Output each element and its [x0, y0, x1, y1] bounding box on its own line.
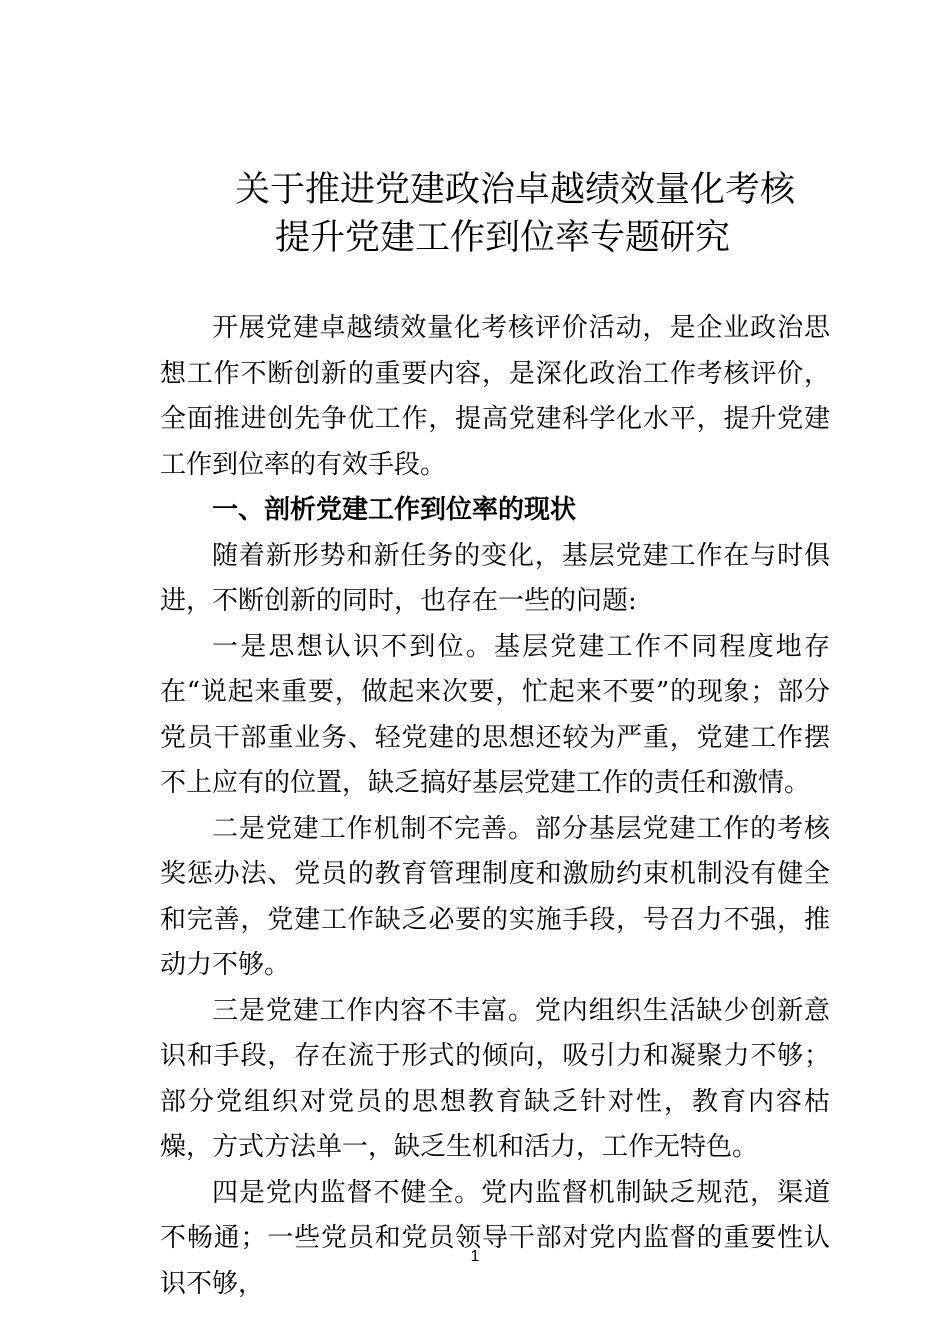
- document-title-line-2: 提升党建工作到位率专题研究: [274, 218, 730, 258]
- paragraph-issue-2: 二是党建工作机制不完善。部分基层党建工作的考核奖惩办法、党员的教育管理制度和激励约束机制没有健全和完善，党建工作缺乏必要的实施手段，号召力不强，推动力不够。: [160, 813, 830, 980]
- page-number: 1: [470, 1248, 480, 1265]
- paragraph-intro: 开展党建卓越绩效量化考核评价活动，是企业政治思想工作不断创新的重要内容，是深化政治工作考核评价，全面推进创先争优工作，提高党建科学化水平，提升党建工作到位率的有效手段。: [160, 313, 830, 480]
- document-body: [160, 306, 830, 1307]
- section-heading: 一、剖析党建工作到位率的现状: [212, 495, 577, 525]
- paragraph-issue-4: 四是党内监督不健全。党内监督机制缺乏规范，渠道不畅通；一些党员和党员领导干部对党内监督的重要性认识不够，: [160, 1177, 830, 1299]
- paragraph-issue-1: 一是思想认识不到位。基层党建工作不同程度地存在“说起来重要，做起来次要，忙起来不要”的现象；部分党员干部重业务、轻党建的思想还较为严重，党建工作摆不上应有的位置，缺乏搞好基层党建工作的责任和激情。: [160, 631, 830, 798]
- paragraph-issue-3: 三是党建工作内容不丰富。党内组织生活缺少创新意识和手段，存在流于形式的倾向，吸引力和凝聚力不够；部分党组织对党员的思想教育缺乏针对性，教育内容枯燥，方式方法单一，缺乏生机和活力，工作无特色。: [160, 995, 830, 1162]
- document-title-line-1: 关于推进党建政治卓越绩效量化考核: [234, 170, 795, 210]
- paragraph-situation: 随着新形势和新任务的变化，基层党建工作在与时俱进，不断创新的同时，也存在一些的问题:: [160, 540, 830, 616]
